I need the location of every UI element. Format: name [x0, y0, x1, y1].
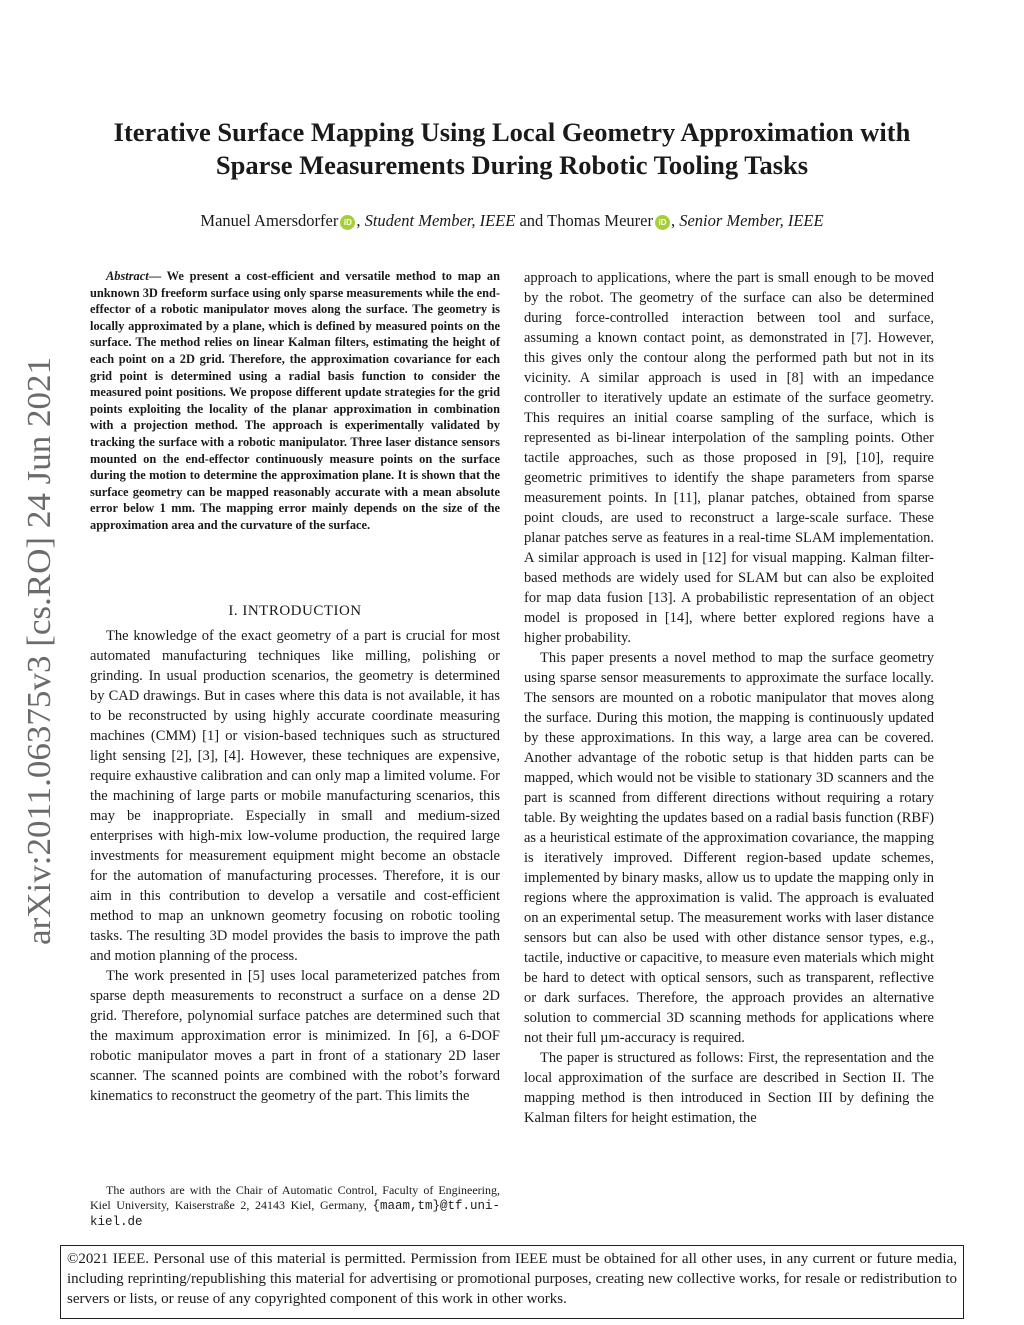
orcid-icon[interactable]: iD	[655, 215, 670, 230]
author-1-name: Manuel Amersdorfer	[200, 211, 339, 230]
footnote-affiliation: The authors are with the Chair of Automatic Control, Faculty of Engineering, Kiel University, Kaiserstraße 2, 24143 Kiel, Germany,	[90, 1183, 500, 1212]
footnote	[90, 1183, 500, 1230]
paragraph: The work presented in [5] uses local parameterized patches from sparse depth measurements to reconstruct a surface on a dense 2D grid. Therefore, polynomial surface patches are determined such that the maximum approximation error is minimized. In [6], a 6-DOF robotic manipulator moves a part in front of a stationary 2D laser scanner. The scanned points are combined with the robot’s forward kinematics to reconstruct the geometry of the part. This limits the	[90, 968, 500, 1104]
paper-title-line-2: Sparse Measurements During Robotic Tooling Tasks	[215, 150, 809, 180]
abstract-text: We present a cost-efficient and versatile method to map an unknown 3D freeform surface using only sparse measurements while the end-effector of a robotic manipulator moves along the surface. The geometry is locally approximated by a plane, which is defined by measured points on the surface. The method relies on linear Kalman filters, estimating the height of each point on a 2D grid. Therefore, the approximation covariance for each grid point is determined using a radial basis function to consider the measured point positions. We propose different update strategies for the grid points exploiting the locality of the planar approximation in combination with a projection method. The approach is experimentally validated by tracking the surface with a robotic manipulator. Three laser distance sensors mounted on the end-effector continuously measure points on the surface during the motion to determine the approximation plane. It is shown that the surface geometry can be mapped reasonably accurate with a mean absolute error below 1 mm. The mapping error mainly depends on the size of the approximation area and the curvature of the surface.	[90, 269, 501, 532]
right-column-body	[524, 268, 934, 1128]
left-column-body	[90, 626, 500, 1106]
footnote-email[interactable]: {maam,tm}@tf.uni-kiel.de	[90, 1199, 501, 1229]
author-conjunction: and	[519, 211, 544, 230]
paper-title	[60, 116, 964, 182]
arxiv-stamp-text: arXiv:2011.06375v3 [cs.RO] 24 Jun 2021	[21, 373, 58, 945]
paragraph: approach to applications, where the part is small enough to be moved by the robot. The geometry of the surface can also be determined during force-controlled interaction between tool and surface, assuming a known contact point, as demonstrated in [7]. However, this gives only the contour along the performed path but not in its vicinity. A similar approach is used in [8] with an impedance controller to iteratively update an estimate of the surface geometry. This requires an initial coarse sampling of the surface, which is represented as bi-linear interpolation of the sampling points. Other tactile approaches, such as those proposed in [9], [10], require geometric primitives to identify the shape parameters from sparse measurement points. In [11], planar patches, obtained from sparse point clouds, are used to reconstruct a large-scale surface. These planar patches serve as features in a real-time SLAM implementation. A similar approach is used in [12] for visual mapping. Kalman filter-based methods are widely used for SLAM but can also be exploited for map data fusion [13]. A probabilistic representation of an object model is proposed in [14], where better explored regions have a higher probability.	[524, 270, 934, 646]
paragraph: This paper presents a novel method to map the surface geometry using sparse sensor measurements to approximate the surface locally. The sensors are mounted on a robotic manipulator that moves along the surface. During this motion, the mapping is continuously updated by these approximations. In this way, a large area can be covered. Another advantage of the robotic setup is that hidden parts can be mapped, which would not be visible to stationary 3D scanners and the part is scanned from different directions without requiring a rotary table. By weighting the updates based on a radial basis function (RBF) as a heuristical estimate of the approximation covariance, the mapping is iteratively improved. Different region-based update schemes, implemented by binary masks, allow us to update the mapping only in regions where the approximation is valid. The approach is evaluated on an experimental setup. The measurement works with laser distance sensors but can also be used with other distance sensor types, e.g., tactile, inductive or capacitive, to measure even materials which might be hard to detect with optical sensors, such as transparent, reflective or dark surfaces. Therefore, the approach provides an alternative solution to commercial 3D scanning methods for applications where not their full µm-accuracy is required.	[524, 650, 934, 1046]
section-heading-introduction: I. INTRODUCTION	[228, 603, 362, 619]
arxiv-stamp-svg	[6, 355, 62, 945]
abstract	[90, 268, 500, 534]
author-line: Manuel Amersdorfer iD , Student Member, IEEE and Thomas Meurer iD , Senior Member, IEEE	[200, 211, 824, 230]
orcid-icon[interactable]: iD	[340, 215, 355, 230]
author-2-role: Senior Member, IEEE	[679, 211, 824, 230]
paragraph: The knowledge of the exact geometry of a part is crucial for most automated manufacturing techniques like milling, polishing or grinding. In usual production scenarios, the geometry is determined by CAD drawings. But in cases where this data is not available, it has to be reconstructed by using highly accurate coordinate measuring machines (CMM) [1] or vision-based techniques such as structured light sensing [2], [3], [4]. However, these techniques are expensive, require exhaustive calibration and can only map a limited volume. For the machining of large parts or mobile manufacturing scenarios, this may be inappropriate. Especially in small and medium-sized enterprises with high-mix low-volume production, the required large investments for measurement equipment might become an obstacle for the automation of manufacturing processes. Therefore, it is our aim in this contribution to develop a versatile and cost-efficient method to map an unknown geometry focusing on robotic tooling tasks. The resulting 3D model provides the basis to improve the path and motion planning of the process.	[90, 628, 500, 964]
author-1-role: Student Member, IEEE	[364, 211, 516, 230]
footnote-text	[90, 1183, 500, 1230]
paper-title-line-1: Iterative Surface Mapping Using Local Geometry Approximation with	[113, 117, 911, 147]
abstract-dash: —	[148, 269, 162, 283]
abstract-label: Abstract	[106, 269, 149, 283]
arxiv-stamp	[6, 355, 62, 945]
author-2-name: Thomas Meurer	[547, 211, 653, 230]
copyright-notice: ©2021 IEEE. Personal use of this material is permitted. Permission from IEEE must be obtained for all other uses, in any current or future media, including reprinting/republishing this material for advertising or promotional purposes, creating new collective works, for resale or redistribution to servers or lists, or reuse of any copyrighted component of this work in other works.	[60, 1245, 964, 1319]
paragraph: The paper is structured as follows: First, the representation and the local approximation of the surface are described in Section II. The mapping method is then introduced in Section III by defining the Kalman filters for height estimation, the	[524, 1050, 934, 1126]
